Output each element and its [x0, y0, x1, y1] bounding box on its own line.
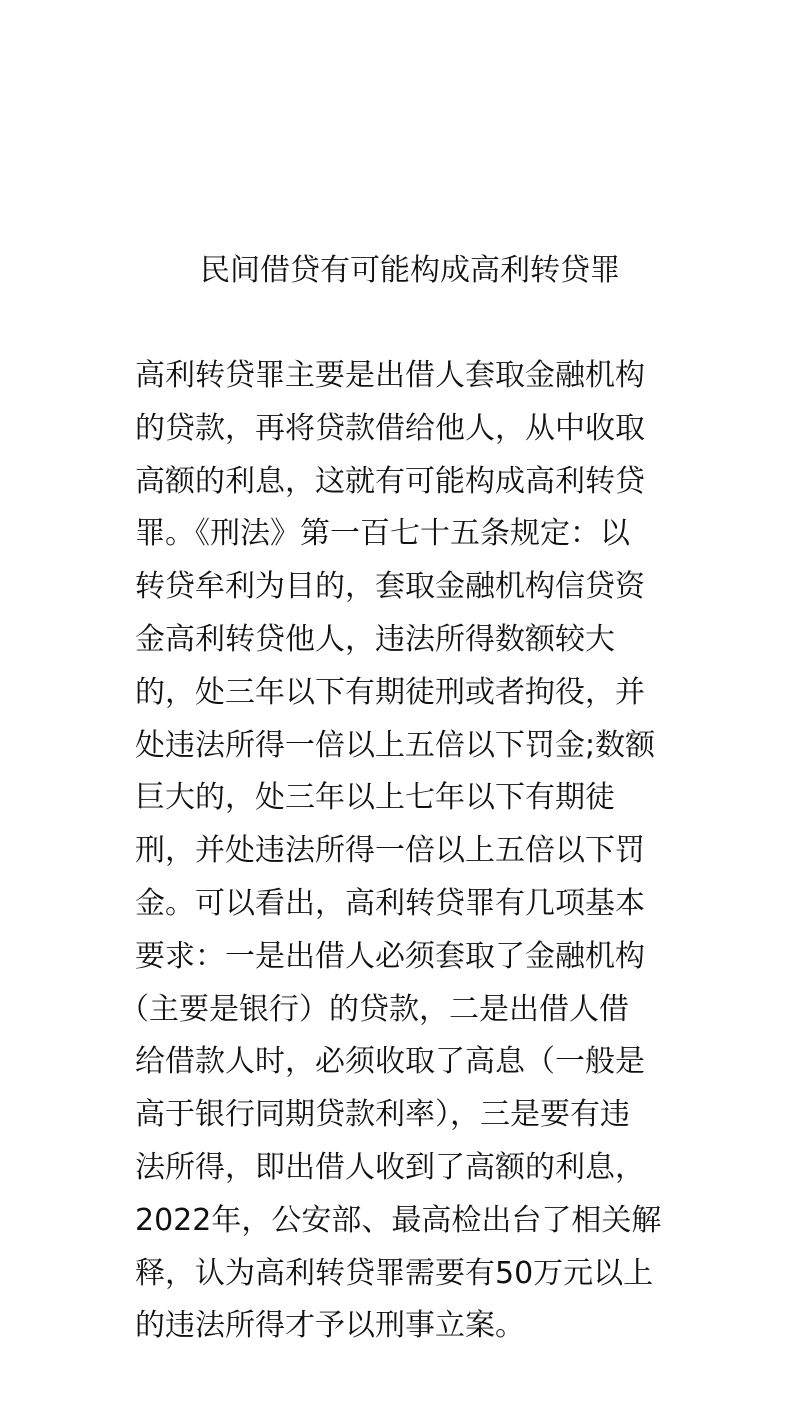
- document-body: [119, 350, 695, 1353]
- body-line: 给借款人时，必须收取了高息（一般是: [135, 1044, 645, 1080]
- body-line: 高利转贷罪主要是出借人套取金融机构: [135, 358, 645, 393]
- body-line: 巨大的，处三年以上七年以下有期徒: [135, 780, 615, 816]
- body-line: 高于银行同期贷款利率），三是要有违: [135, 1097, 630, 1133]
- body-line: 要求：一是出借人必须套取了金融机构: [135, 938, 645, 974]
- body-line: 罪。《刑法》第一百七十五条规定：以: [135, 516, 630, 552]
- body-line: 刑，并处违法所得一倍以上五倍以下罚: [135, 833, 645, 869]
- body-line: 处违法所得一倍以上五倍以下罚金;数额: [135, 727, 656, 763]
- body-line: 2022年，公安部、最高检出台了相关解: [135, 1202, 662, 1238]
- body-line: 的，处三年以下有期徒刑或者拘役，并: [135, 674, 645, 710]
- body-line: 金高利转贷他人，违法所得数额较大: [135, 621, 615, 657]
- body-line: 的违法所得才予以刑事立案。: [135, 1308, 525, 1344]
- body-line: 转贷牟利为目的，套取金融机构信贷资: [135, 569, 645, 605]
- body-line: 的贷款，再将贷款借给他人，从中收取: [135, 410, 645, 446]
- body-line: 高额的利息，这就有可能构成高利转贷: [135, 463, 645, 499]
- document-title: 民间借贷有可能构成高利转贷罪: [200, 253, 620, 288]
- body-line: （主要是银行）的贷款，二是出借人借: [119, 991, 629, 1027]
- body-line: 法所得，即出借人收到了高额的利息，: [135, 1149, 645, 1185]
- body-line: 金。可以看出，高利转贷罪有几项基本: [135, 885, 645, 921]
- body-line: 释，认为高利转贷罪需要有50万元以上: [135, 1255, 654, 1291]
